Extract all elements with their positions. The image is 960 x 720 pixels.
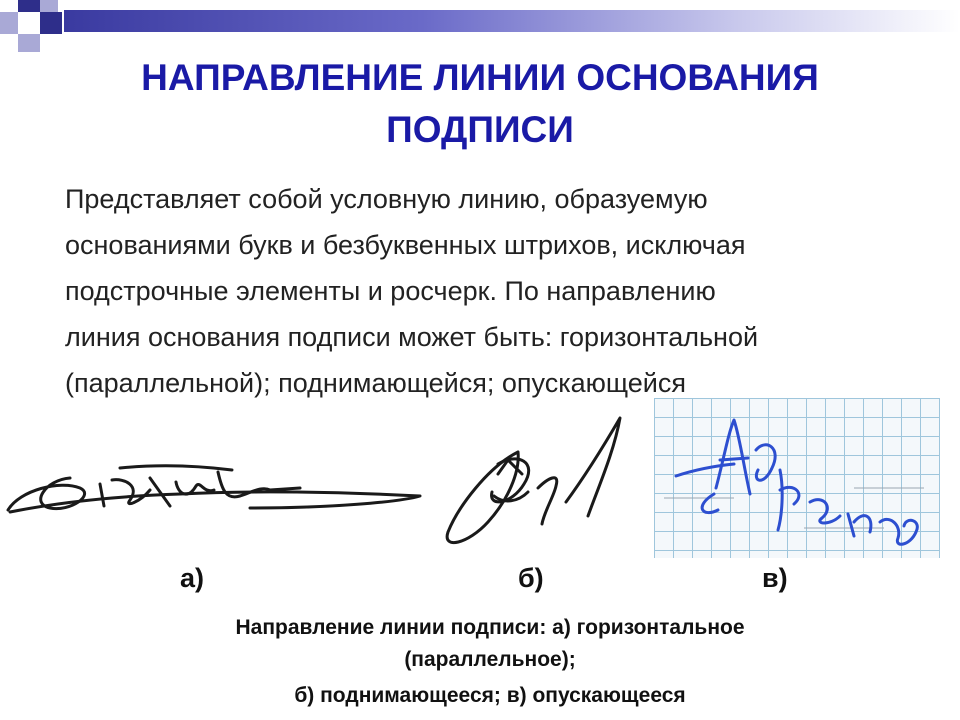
decor-square — [40, 12, 62, 34]
signature-horizontal — [0, 450, 440, 540]
body-line: подстрочные элементы и росчерк. По направлению — [65, 276, 716, 306]
caption-line-2: (параллельное); — [404, 648, 576, 671]
decor-square — [40, 0, 58, 12]
decor-square — [18, 34, 40, 52]
body-line: основаниями букв и безбуквенных штрихов, исключая — [65, 230, 746, 260]
body-paragraph — [65, 176, 925, 406]
decor-square — [0, 12, 18, 34]
body-line: линия основания подписи может быть: горизонтальной — [65, 322, 759, 352]
body-line: Представляет собой условную линию, образуемую — [65, 184, 708, 214]
title-line-2: ПОДПИСИ — [386, 109, 574, 150]
header-gradient-bar — [64, 10, 960, 32]
signature-falling — [654, 398, 940, 558]
figure-label-a: а) — [180, 563, 205, 593]
slide-title — [60, 52, 900, 156]
signature-rising — [438, 412, 628, 557]
decor-square — [18, 12, 40, 34]
caption-line-1: Направление линии подписи: а) горизонтальное — [235, 616, 745, 639]
figure-caption — [120, 612, 860, 712]
decor-square — [18, 0, 40, 12]
figure-label-b: б) — [518, 563, 544, 593]
body-line: (параллельной); поднимающейся; опускающейся — [65, 368, 686, 398]
signature-falling-grid — [654, 398, 940, 558]
caption-line-3: б) поднимающееся; в) опускающееся — [294, 684, 686, 707]
figure-label-c: в) — [762, 563, 788, 593]
title-line-1: НАПРАВЛЕНИЕ ЛИНИИ ОСНОВАНИЯ — [141, 57, 819, 98]
